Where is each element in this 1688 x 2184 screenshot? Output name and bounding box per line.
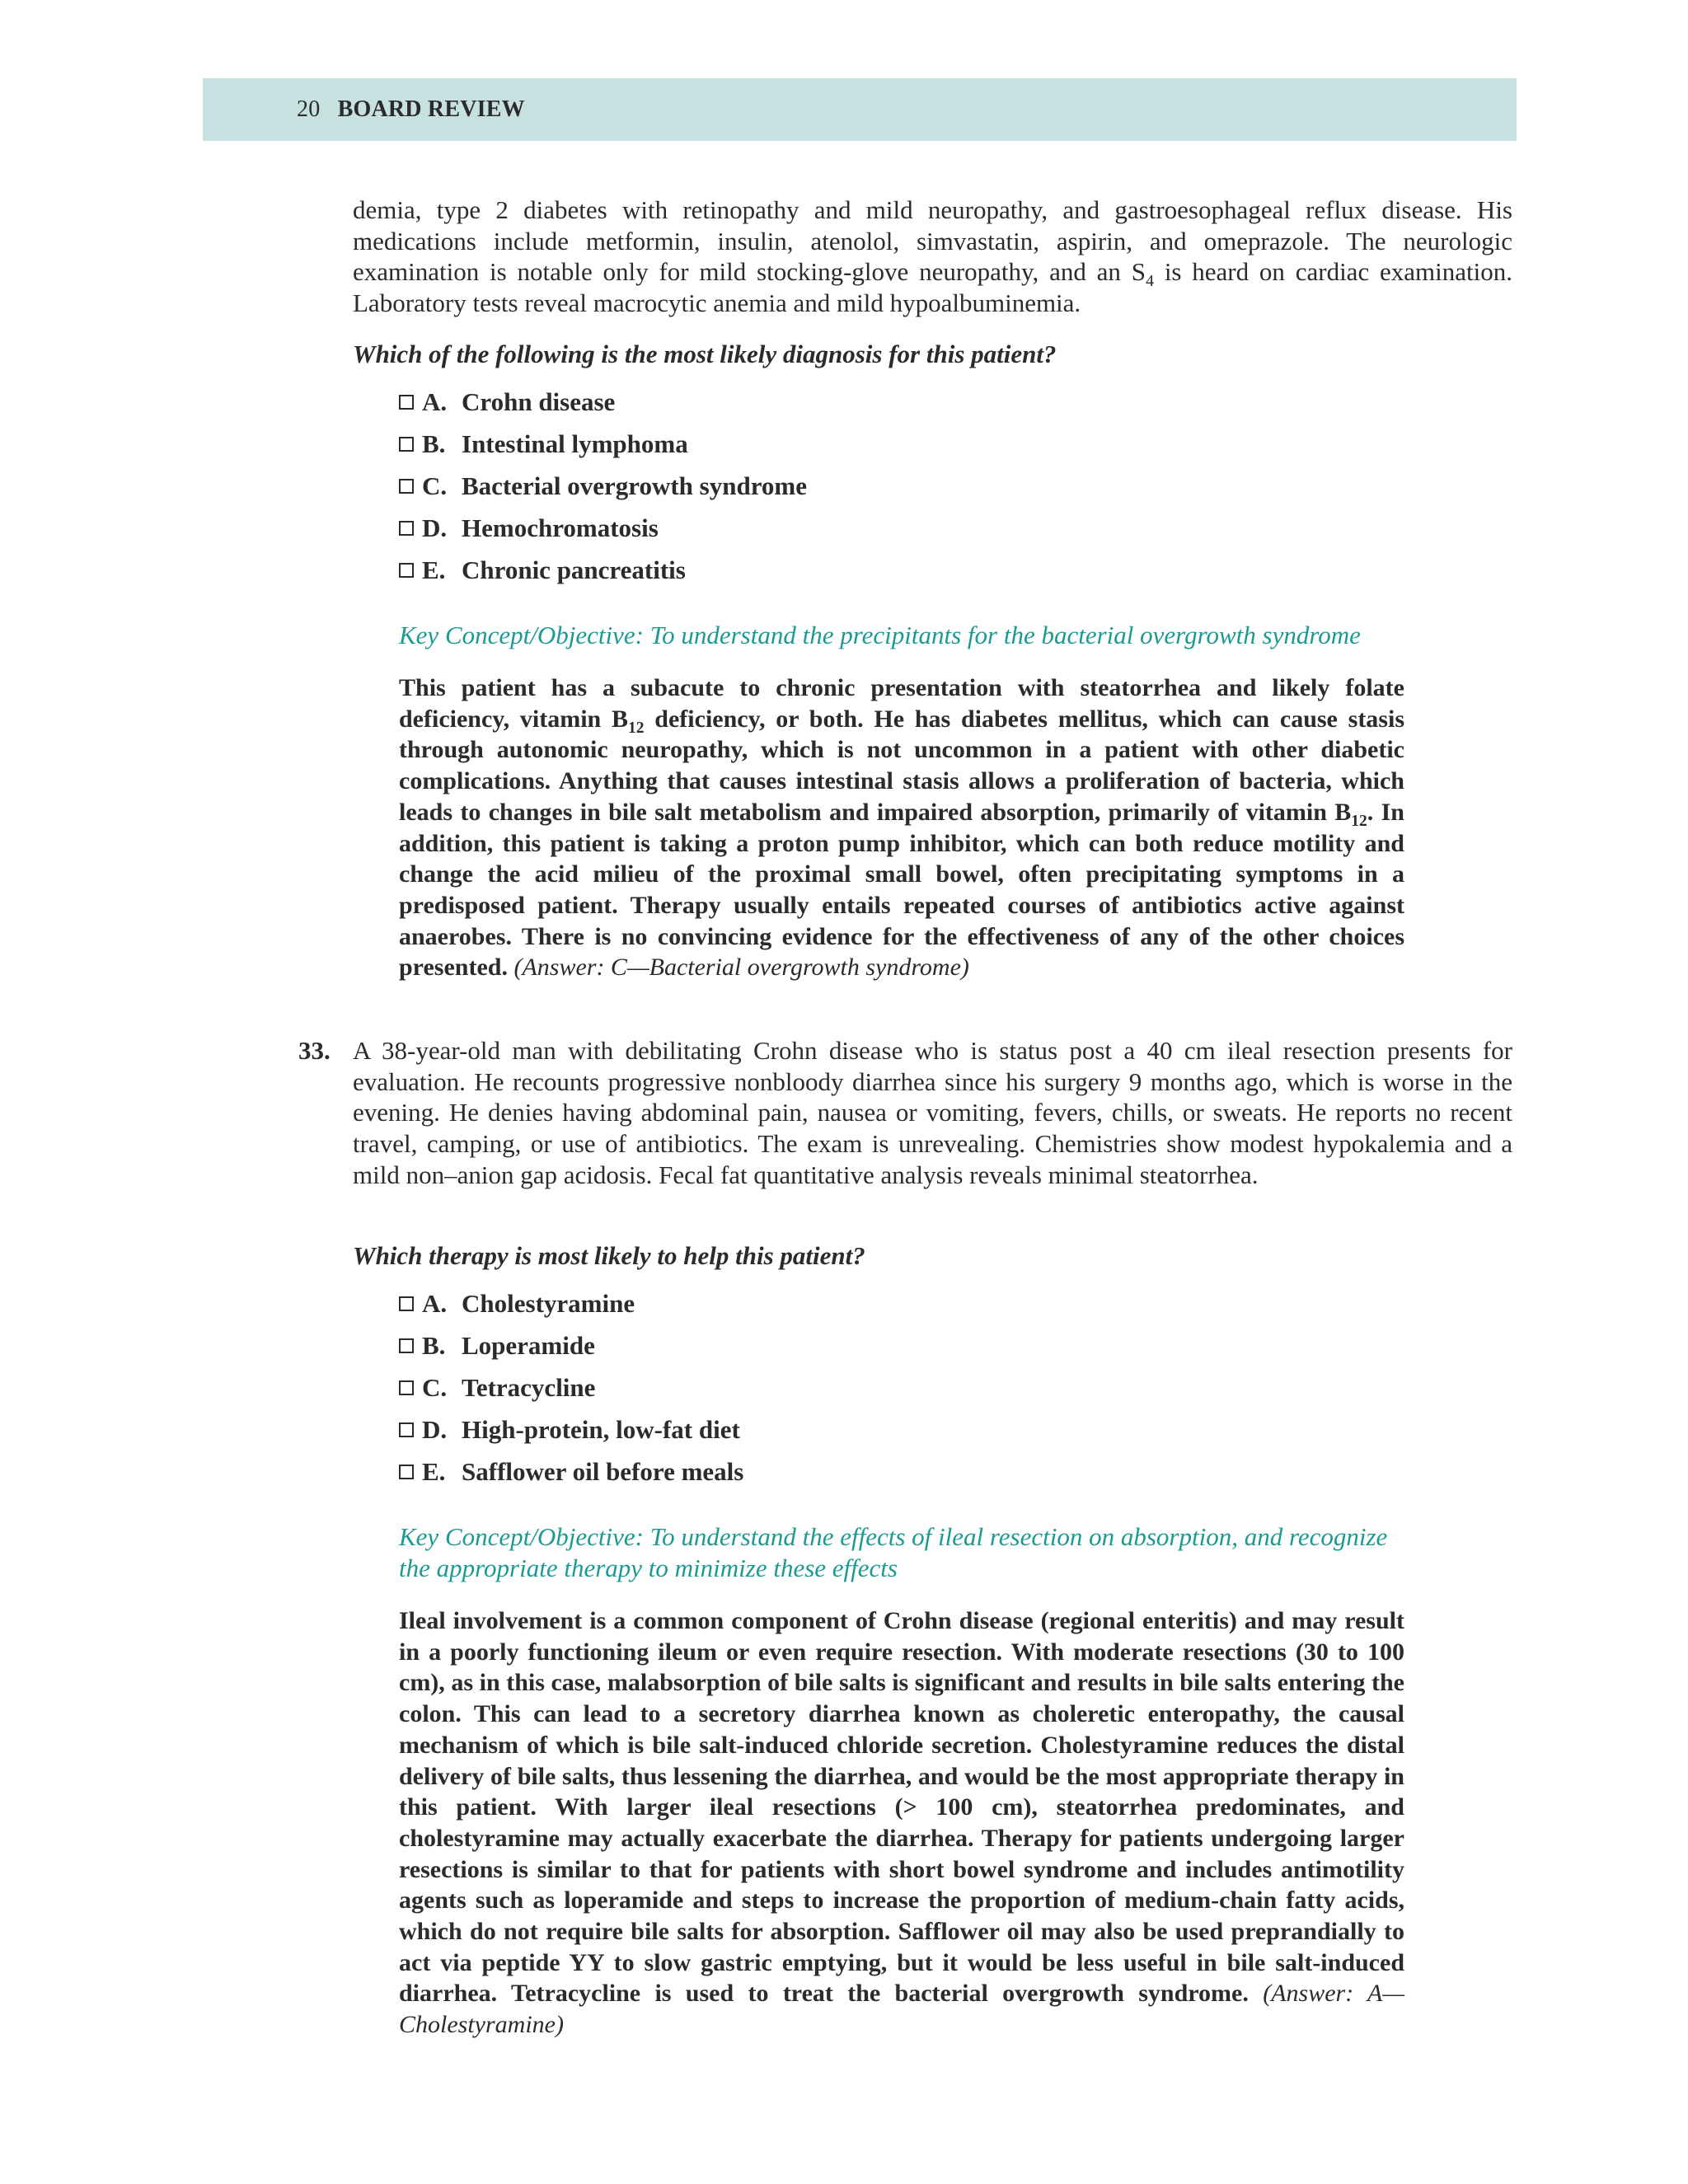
q33-option-e[interactable]: E. Safflower oil before meals <box>399 1457 743 1487</box>
q32-key-concept: Key Concept/Objective: To understand the precipitants for the bacterial overgrowth syndrome <box>399 621 1361 649</box>
header-title: BOARD REVIEW <box>337 96 525 122</box>
checkbox-icon[interactable] <box>399 479 414 494</box>
q32-option-b[interactable]: B. Intestinal lymphoma <box>399 429 688 459</box>
checkbox-icon[interactable] <box>399 1380 414 1395</box>
page-number: 20 <box>297 96 321 122</box>
q32-answer: (Answer: C—Bacterial overgrowth syndrome) <box>513 954 969 982</box>
q33-number: 33. <box>298 1036 331 1065</box>
q33-stem: A 38-year-old man with debilitating Crohn disease who is status post a 40 cm ileal resection presents for evaluation. He recounts progressive nonbloody diarrhea since his surgery 9 months ago, which is worse in the evening. He denies having abdominal pain, nausea or vomiting, fevers, chills, or sweats. He reports no recent travel, camping, or use of antibiotics. The exam is unrevealing. Chemistries show modest hypokalemia and a mild non–anion gap acidosis. Fecal fat quantitative analysis reveals minimal steatorrhea. <box>353 1036 1512 1189</box>
q32-option-d[interactable]: D. Hemochromatosis <box>399 513 659 543</box>
q32-question: Which of the following is the most likely diagnosis for this patient? <box>353 340 1057 368</box>
checkbox-icon[interactable] <box>399 1296 414 1311</box>
checkbox-icon[interactable] <box>399 521 414 536</box>
q32-explanation: This patient has a subacute to chronic presentation with steatorrhea and likely folate deficiency, vitamin $B_{12}$ deficiency, or both. He has diabetes mellitus, which can cause stasis through autonomic neuropathy, which is not uncommon in a patient with other diabetic complications. Anything that causes intestinal stasis allows a proliferation of bacteria, which leads to changes in bile salt metabolism and impaired absorption, primarily of vitamin $B_{12}$. In addition, this patient is taking a proton pump inhibitor, which can both reduce motility and change the acid milieu of the proximal small bowel, often precipitating symptoms in a predisposed patient. Therapy usually entails repeated courses of antibiotics active against anaerobes. There is no convincing evidence for the effectiveness of any of the other choices presented. (Answer: C—Bacterial overgrowth syndrome) <box>399 674 1404 982</box>
q33-option-a[interactable]: A. Cholestyramine <box>399 1289 635 1319</box>
q33-question: Which therapy is most likely to help this patient? <box>353 1241 865 1270</box>
q33-option-c[interactable]: C. Tetracycline <box>399 1373 595 1403</box>
checkbox-icon[interactable] <box>399 1465 414 1479</box>
q33-explanation: Ileal involvement is a common component of Crohn disease (regional enteritis) and may result in a poorly functioning ileum or even require resection. With moderate resections (30 to 100 cm), as in this case, malabsorption of bile salts is significant and results in bile salts entering the colon. This can lead to a secretory diarrhea known as choleretic enteropathy, the causal mechanism of which is bile salt-induced chloride secretion. Cholestyramine reduces the distal delivery of bile salts, thus lessening the diarrhea, and would be the most appropriate therapy in this patient. With larger ileal resections (> 100 cm), steatorrhea predominates, and cholestyramine may actually exacerbate the diarrhea. Therapy for patients undergoing larger resections is similar to that for patients with short bowel syndrome and includes antimotility agents such as loperamide and steps to increase the proportion of medium-chain fatty acids, which do not require bile salts for absorption. Safflower oil may also be used preprandially to act via peptide YY to slow gastric emptying, but it would be less useful in bile salt-induced diarrhea. Tetracycline is used to treat the bacterial overgrowth syndrome. (Answer: A—Cholestyramine) <box>399 1607 1404 2039</box>
q32-option-e[interactable]: E. Chronic pancreatitis <box>399 555 686 585</box>
checkbox-icon[interactable] <box>399 437 414 452</box>
checkbox-icon[interactable] <box>399 563 414 578</box>
q33-answer: (Answer: A—Cholestyramine) <box>399 1980 1404 2039</box>
running-header <box>297 96 525 123</box>
q33-option-b[interactable]: B. Loperamide <box>399 1331 595 1361</box>
checkbox-icon[interactable] <box>399 395 414 410</box>
q33-key-concept: Key Concept/Objective: To understand the effects of ileal resection on absorption, and recognize the appropriate therapy to minimize these effects <box>399 1522 1388 1582</box>
checkbox-icon[interactable] <box>399 1422 414 1437</box>
q32-option-c[interactable]: C. Bacterial overgrowth syndrome <box>399 471 807 501</box>
q32-option-a[interactable]: A. Crohn disease <box>399 387 615 417</box>
checkbox-icon[interactable] <box>399 1338 414 1353</box>
q32-stem-continued: demia, type 2 diabetes with retinopathy and mild neuropathy, and gastroesophageal reflux disease. His medications include metformin, insulin, atenolol, simvastatin, aspirin, and omeprazole. The neurologic examination is notable only for mild stocking-glove neuropathy, and an $S_4$ is heard on cardiac examination. Laboratory tests reveal macrocytic anemia and mild hypoalbuminemia. <box>353 195 1512 318</box>
q33-option-d[interactable]: D. High-protein, low-fat diet <box>399 1415 740 1445</box>
